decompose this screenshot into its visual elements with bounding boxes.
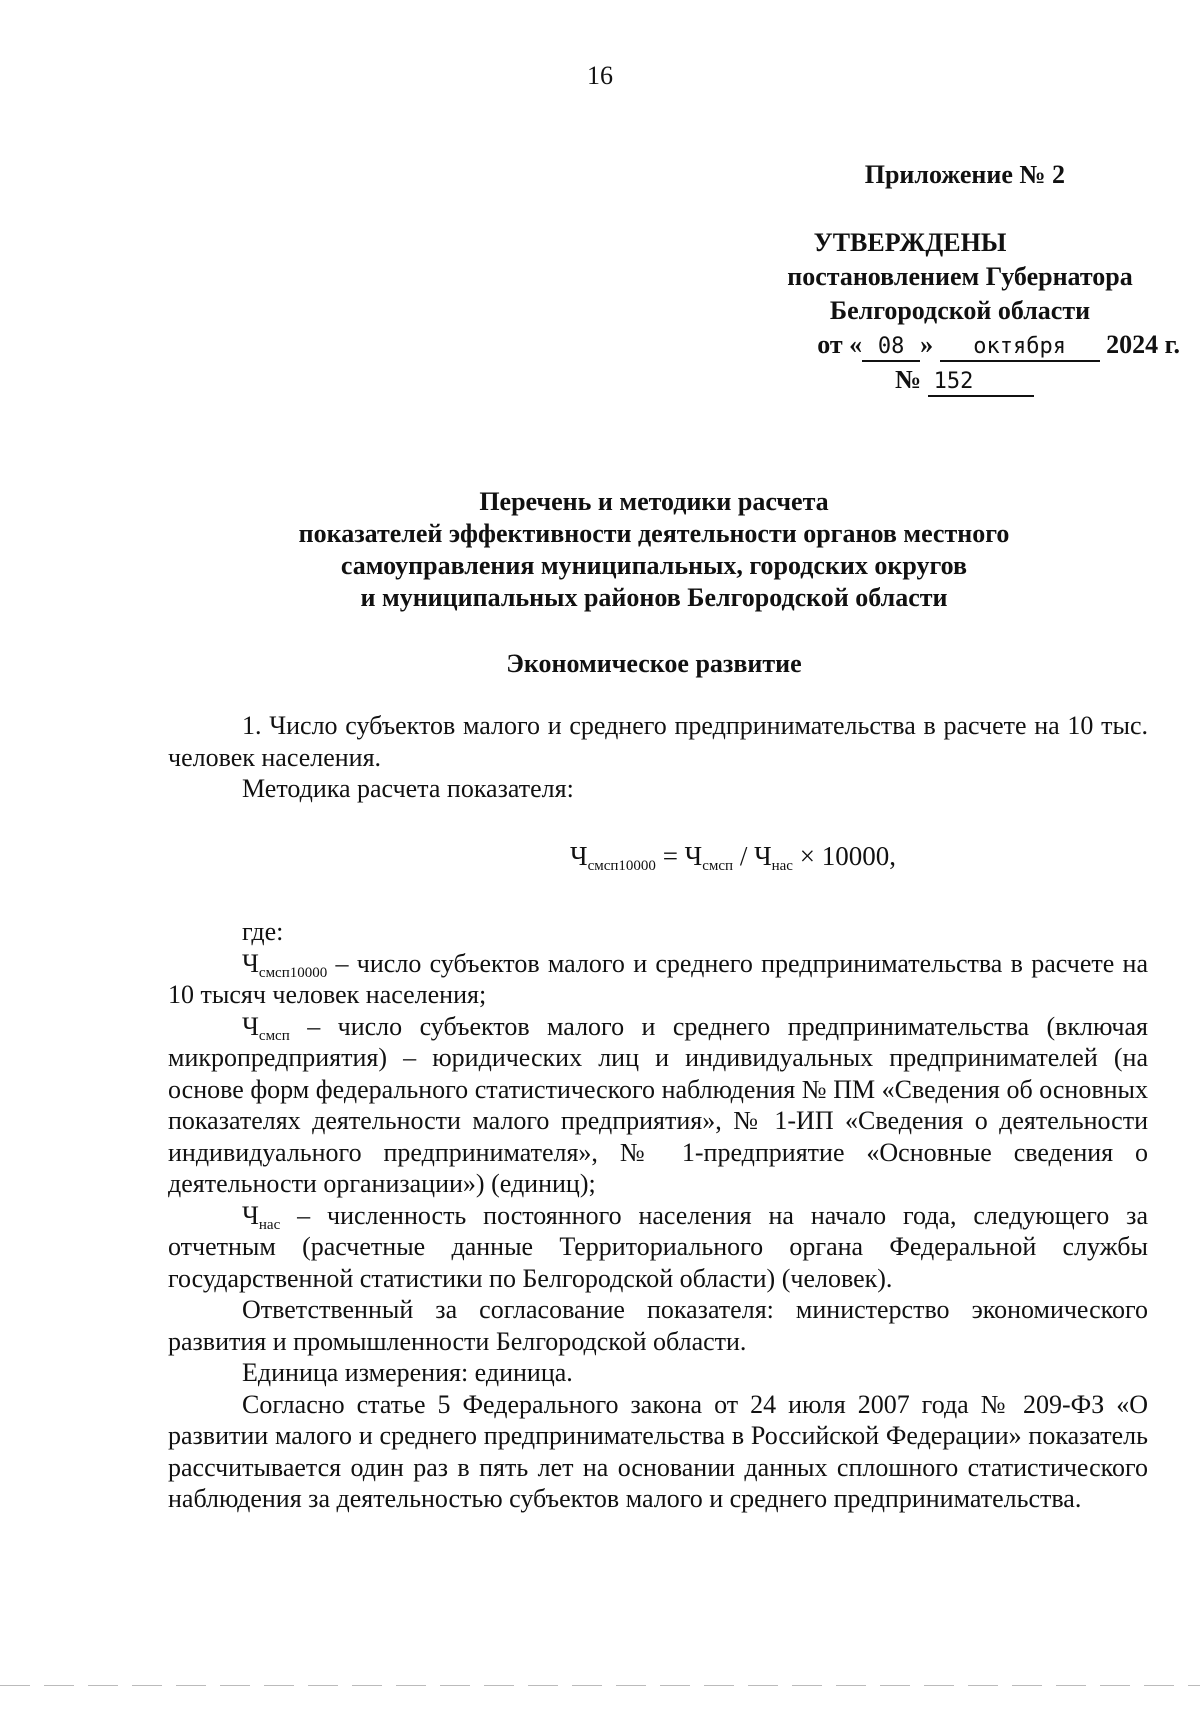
unit-paragraph: Единица измерения: единица.: [242, 1358, 573, 1387]
formula: [318, 841, 1148, 873]
method-label: Методика расчета показателя:: [242, 774, 574, 803]
date-day: 08: [862, 334, 920, 362]
number-prefix: №: [895, 365, 922, 394]
date-prefix: от «: [817, 330, 863, 359]
def3-symbol: Ч: [242, 1200, 259, 1230]
page-number: 16: [587, 61, 613, 90]
definition-3: [168, 1200, 1148, 1295]
number-value: 152: [928, 369, 1034, 397]
date-mid: »: [920, 330, 934, 359]
def2-sub: смсп: [258, 1027, 290, 1044]
def3-sub: нас: [258, 1216, 281, 1233]
scan-artifact-line: [0, 1685, 1200, 1686]
def1-symbol: Ч: [242, 948, 259, 978]
formula-tail: × 10000,: [792, 840, 896, 871]
formula-a-sub: смсп: [702, 857, 734, 874]
indicator-paragraph: 1. Число субъектов малого и среднего предпринимательства в расчете на 10 тыс. человек населения.: [168, 711, 1148, 772]
formula-lhs-sub: смсп10000: [587, 857, 656, 874]
formula-b-sub: нас: [771, 857, 793, 874]
annex-label: Приложение № 2: [864, 160, 1065, 189]
approval-block: [740, 158, 1180, 398]
date-month: октября: [940, 334, 1100, 362]
approved-label: УТВЕРЖДЕНЫ: [813, 228, 1007, 257]
approval-date: [740, 328, 1180, 362]
responsible-paragraph: Ответственный за согласование показателя: министерство экономического развития и промышленности Белгородской области.: [168, 1295, 1148, 1356]
def3-text: – численность постоянного населения на начало года, следующего за отчетным (расчетные данные Территориального органа Федеральной службы государственной статистики по Белгородской области) (человек).: [168, 1200, 1148, 1293]
section-title: Экономическое развитие: [506, 649, 802, 678]
title-line-4: и муниципальных районов Белгородской области: [360, 583, 948, 612]
def2-text: – число субъектов малого и среднего предпринимательства (включая микропредприятия) – юридических лиц и индивидуальных предпринимателей (на основе форм федерального статистического наблюдения № ПМ «Сведения об основных показателях деятельности малого предприятия», № 1-ИП «Сведения о деятельности индивидуального предпринимателя», № 1-предприятие «Основные сведения о деятельности организации») (единиц);: [168, 1011, 1148, 1198]
def1-sub: смсп10000: [258, 964, 328, 981]
title-line-2: показателей эффективности деятельности органов местного: [298, 519, 1010, 548]
document-body: [168, 710, 1148, 1515]
law-paragraph: Согласно статье 5 Федерального закона от 24 июля 2007 года № 209-ФЗ «О развитии малого и среднего предпринимательства в Российской Федерации» показатель рассчитывается один раз в пять лет на основании данных сплошного статистического наблюдения за деятельностью субъектов малого и среднего предпринимательства.: [168, 1389, 1148, 1513]
formula-div: / Ч: [733, 840, 772, 871]
formula-eq: = Ч: [655, 840, 703, 871]
date-year: 2024 г.: [1106, 330, 1180, 359]
approval-number: [740, 362, 1180, 398]
definition-2: [168, 1011, 1148, 1200]
approved-by-line: постановлением Губернатора: [787, 262, 1133, 291]
formula-lhs: Ч: [570, 840, 588, 871]
definition-1: [168, 948, 1148, 1011]
def2-symbol: Ч: [242, 1011, 259, 1041]
def1-text: – число субъектов малого и среднего предпринимательства в расчете на 10 тысяч человек населения;: [168, 948, 1148, 1009]
region-line: Белгородской области: [829, 296, 1091, 325]
title-line-3: самоуправления муниципальных, городских округов: [340, 551, 968, 580]
document-title: [160, 486, 1148, 614]
title-line-1: Перечень и методики расчета: [479, 487, 829, 516]
where-label: где:: [242, 917, 284, 946]
